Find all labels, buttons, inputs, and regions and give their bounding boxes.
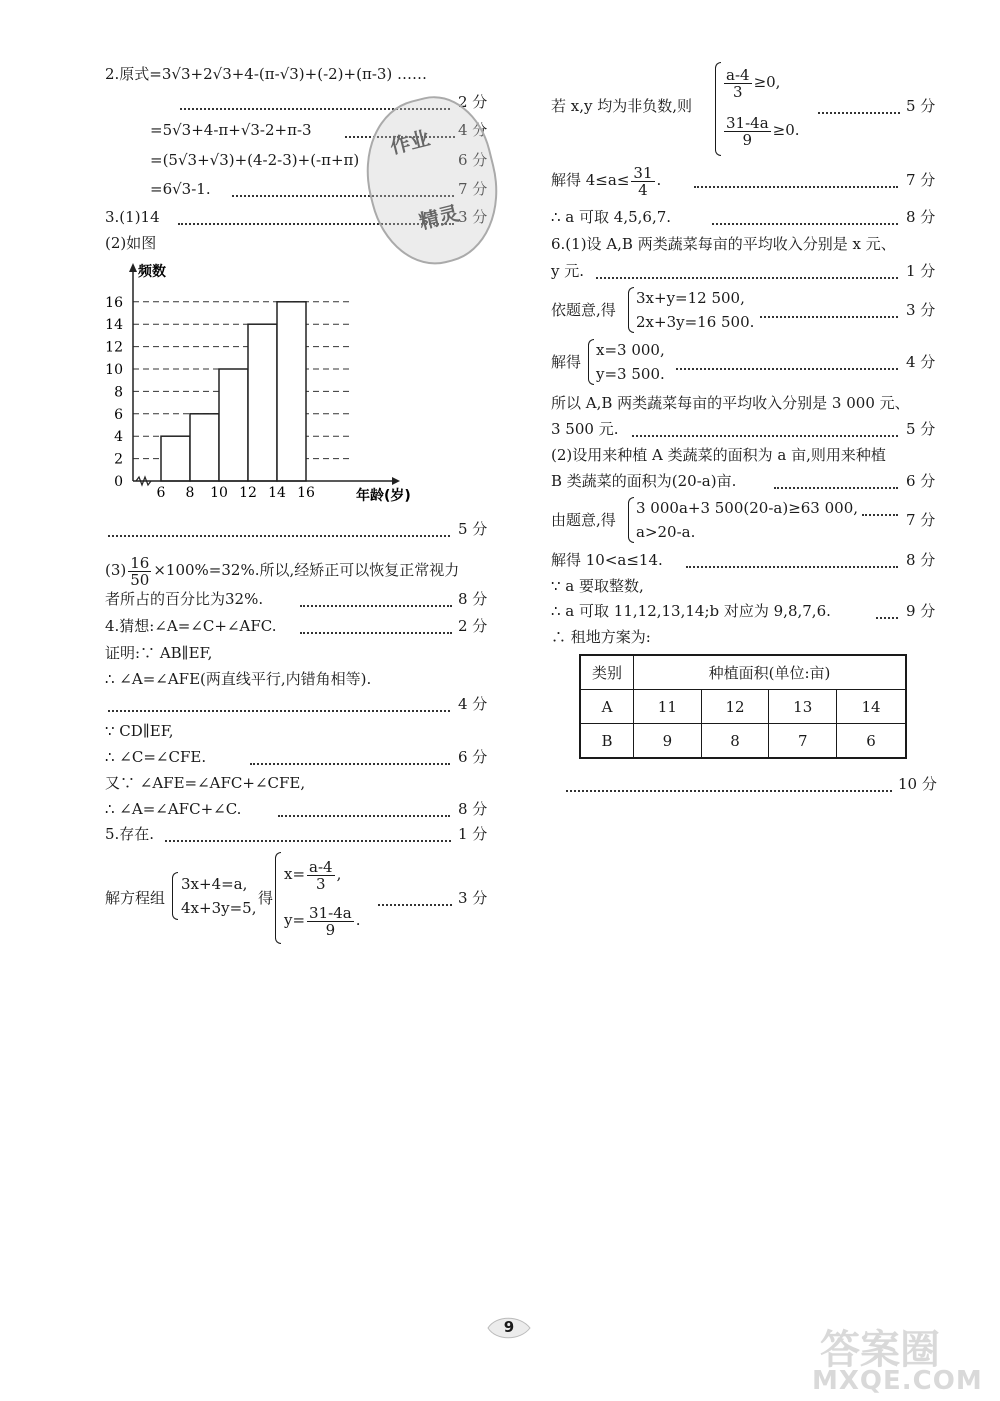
q6-2-plan: ∴ 租地方案为: <box>551 628 651 646</box>
table-cell: 12 <box>701 690 769 724</box>
q6-1-sol2: y=3 500. <box>596 365 665 383</box>
histogram-bar <box>277 302 306 481</box>
table-cell: 6 <box>837 724 906 759</box>
q5-solve-pre: 解方程组 <box>105 889 166 907</box>
score: 9 分 <box>906 602 936 620</box>
q2-line2: =5√3+4-π+√3-2+π-3 <box>150 121 312 139</box>
score: 8 分 <box>906 208 936 226</box>
q3-2: (2)如图 <box>105 234 157 252</box>
score: 8 分 <box>906 551 936 569</box>
table-header-cell: 种植面积(单位:亩) <box>634 655 907 690</box>
q4-proof4: ∴ ∠C=∠CFE. <box>105 748 207 766</box>
q5-exists: 5.存在. <box>105 825 155 843</box>
q2-line4: =6√3-1. <box>150 180 211 198</box>
x-tick-label: 6 <box>156 485 166 501</box>
q5-solve2: 解得 4≤a≤ $\frac{31}{4}$ . <box>551 163 662 199</box>
q6-2-vals: ∴ a 可取 11,12,13,14;b 对应为 9,8,7,6. <box>551 602 831 620</box>
y-tick-label: 10 <box>105 362 123 378</box>
x-tick-label: 14 <box>268 485 286 501</box>
dot-leader <box>300 632 452 634</box>
q5-values: ∴ a 可取 4,5,6,7. <box>551 208 672 226</box>
q3-1: 3.(1)14 <box>105 208 160 226</box>
stamp-text-top: 作业 <box>387 125 433 159</box>
score: 7 分 <box>458 180 488 198</box>
score: 5 分 <box>906 420 936 438</box>
histogram-bar <box>161 436 190 481</box>
x-tick-label: 10 <box>210 485 228 501</box>
score: 4 分 <box>458 121 488 139</box>
q4-proof2: ∴ ∠A=∠AFE(两直线平行,内错角相等). <box>105 670 372 688</box>
fraction: $\frac{16}{50}$ <box>130 553 150 589</box>
x-tick-label: 12 <box>239 485 257 501</box>
q6-1-eq2: 2x+3y=16 500. <box>636 313 755 331</box>
q6-1-ans1: 所以 A,B 两类蔬菜每亩的平均收入分别是 3 000 元、 <box>551 394 910 412</box>
q6-1-sol-pre: 解得 <box>551 353 582 371</box>
q5-sys1: 3x+4=a, <box>181 875 248 893</box>
score: 3 分 <box>458 208 488 226</box>
score: 2 分 <box>458 617 488 635</box>
table-cell: B <box>580 724 634 759</box>
y-tick-label: 2 <box>114 451 123 468</box>
left-brace <box>588 339 594 385</box>
q4-proof6: ∴ ∠A=∠AFC+∠C. <box>105 800 242 818</box>
q4-guess: 4.猜想:∠A=∠C+∠AFC. <box>105 617 277 635</box>
q5-x-solution: x= $\frac{a-4}{3}$ , <box>284 857 342 893</box>
q5-nonneg-pre: 若 x,y 均为非负数,则 <box>551 97 693 115</box>
x-tick-label: 16 <box>297 485 315 501</box>
y-tick-label: 8 <box>114 384 123 401</box>
q5-sys2: 4x+3y=5, <box>181 899 257 917</box>
score: 8 分 <box>458 590 488 608</box>
table-cell: 13 <box>769 690 837 724</box>
table-row <box>580 690 906 724</box>
homework-stamp <box>350 85 514 277</box>
dot-leader <box>774 487 898 489</box>
watermark-url: MXQE.COM <box>812 1366 983 1396</box>
watermark-logo: 答案圈 <box>820 1327 940 1373</box>
q4-proof1: 证明:∵ AB∥EF, <box>105 644 213 662</box>
dot-leader <box>278 815 450 817</box>
score: 10 分 <box>898 775 937 793</box>
score: 5 分 <box>906 97 936 115</box>
q5-get: 得 <box>258 889 274 907</box>
left-brace <box>628 497 634 543</box>
histogram-bar <box>190 414 219 481</box>
table-cell: 7 <box>769 724 837 759</box>
table-row <box>580 724 906 759</box>
score: 1 分 <box>458 825 488 843</box>
score: 8 分 <box>458 800 488 818</box>
table-cell: 9 <box>634 724 702 759</box>
dot-leader <box>165 840 451 842</box>
left-brace <box>715 62 721 156</box>
left-brace <box>172 872 178 920</box>
dot-leader <box>378 904 452 906</box>
q5-y-solution: y= $\frac{31-4a}{9}$ . <box>284 903 361 939</box>
table-header-cell: 类别 <box>580 655 634 690</box>
score: 7 分 <box>906 171 936 189</box>
score: 3 分 <box>458 889 488 907</box>
q5-ineq2: $\frac{31-4a}{9}$ ≥0. <box>726 113 800 149</box>
dot-leader <box>760 316 898 318</box>
table-cell: 14 <box>837 690 906 724</box>
y-tick-label: 14 <box>105 317 123 334</box>
q6-1-line1: 6.(1)设 A,B 两类蔬菜每亩的平均收入分别是 x 元、 <box>551 235 896 253</box>
y-tick-label: 4 <box>114 429 123 446</box>
q3-3-line1 <box>105 552 459 588</box>
q6-2-line2: B 类蔬菜的面积为(20-a)亩. <box>551 472 737 490</box>
dot-leader <box>712 223 898 225</box>
score: 1 分 <box>906 262 936 280</box>
x-axis-arrow <box>392 477 400 485</box>
y-tick-label: 6 <box>114 406 123 423</box>
q6-2-sol: 解得 10<a≤14. <box>551 551 663 569</box>
q2-line3: =(5√3+√3)+(4-2-3)+(-π+π) <box>150 151 360 169</box>
score: 2 分 <box>458 93 488 111</box>
chart-xlabel: 年龄(岁) <box>356 488 411 504</box>
q4-proof3: ∵ CD∥EF, <box>105 722 174 740</box>
histogram-bar <box>248 324 277 481</box>
q3-3-line2: 者所占的百分比为32%. <box>105 590 264 608</box>
dot-leader <box>566 790 892 792</box>
left-brace <box>275 852 281 944</box>
q6-2-ineq-pre: 由题意,得 <box>551 511 616 529</box>
score: 6 分 <box>906 472 936 490</box>
histogram-bar <box>219 369 248 481</box>
y-tick-label: 0 <box>114 474 123 490</box>
dot-leader <box>596 277 898 279</box>
q2-line1: 2.原式=3√3+2√3+4-(π-√3)+(-2)+(π-3) …… <box>105 65 428 83</box>
score: 7 分 <box>906 511 936 529</box>
q4-proof5: 又∵ ∠AFE=∠AFC+∠CFE, <box>105 774 306 792</box>
score: 6 分 <box>458 151 488 169</box>
chart-ylabel: 频数 <box>138 264 166 280</box>
q6-1-eq-pre: 依题意,得 <box>551 301 616 319</box>
q6-1-eq1: 3x+y=12 500, <box>636 289 745 307</box>
dot-leader <box>108 710 450 712</box>
score: 4 分 <box>906 353 936 371</box>
table-cell: A <box>580 690 634 724</box>
score: 5 分 <box>458 520 488 538</box>
y-tick-label: 12 <box>105 339 123 356</box>
q6-1-ans2: 3 500 元. <box>551 420 619 438</box>
q6-2-line1: (2)设用来种植 A 类蔬菜的面积为 a 亩,则用来种植 <box>551 446 886 464</box>
q6-1-sol1: x=3 000, <box>596 341 665 359</box>
q6-1-line2: y 元. <box>551 262 585 280</box>
age-frequency-histogram <box>100 258 440 506</box>
q5-ineq1: $\frac{a-4}{3}$ ≥0, <box>726 65 781 101</box>
left-brace <box>628 287 634 333</box>
dot-leader <box>818 112 900 114</box>
dot-leader <box>632 435 898 437</box>
table-cell: 11 <box>634 690 702 724</box>
dot-leader <box>686 566 898 568</box>
dot-leader <box>108 535 450 537</box>
q6-2-ineq1: 3 000a+3 500(20-a)≥63 000, <box>636 499 859 517</box>
x-tick-label: 8 <box>185 485 195 501</box>
planting-plan-table <box>579 654 907 759</box>
table-header-row <box>580 655 906 690</box>
q6-2-int: ∵ a 要取整数, <box>551 577 644 595</box>
dot-leader <box>694 186 898 188</box>
score: 3 分 <box>906 301 936 319</box>
dot-leader <box>876 617 898 619</box>
score: 6 分 <box>458 748 488 766</box>
dot-leader <box>250 763 450 765</box>
dot-leader <box>862 514 898 516</box>
dot-leader <box>300 605 452 607</box>
page-number-badge <box>486 1313 532 1343</box>
stamp-text-bottom: 精灵 <box>416 200 462 234</box>
score: 4 分 <box>458 695 488 713</box>
table-cell: 8 <box>701 724 769 759</box>
q6-2-ineq2: a>20-a. <box>636 523 696 541</box>
y-tick-label: 16 <box>105 294 123 311</box>
dot-leader <box>676 368 898 370</box>
q3-3-post: ×100%=32%.所以,经矫正可以恢复正常视力 <box>153 561 460 579</box>
y-axis-arrow <box>129 263 137 272</box>
page-number: 9 <box>503 1318 515 1336</box>
q3-3-pre: (3) <box>105 561 127 579</box>
